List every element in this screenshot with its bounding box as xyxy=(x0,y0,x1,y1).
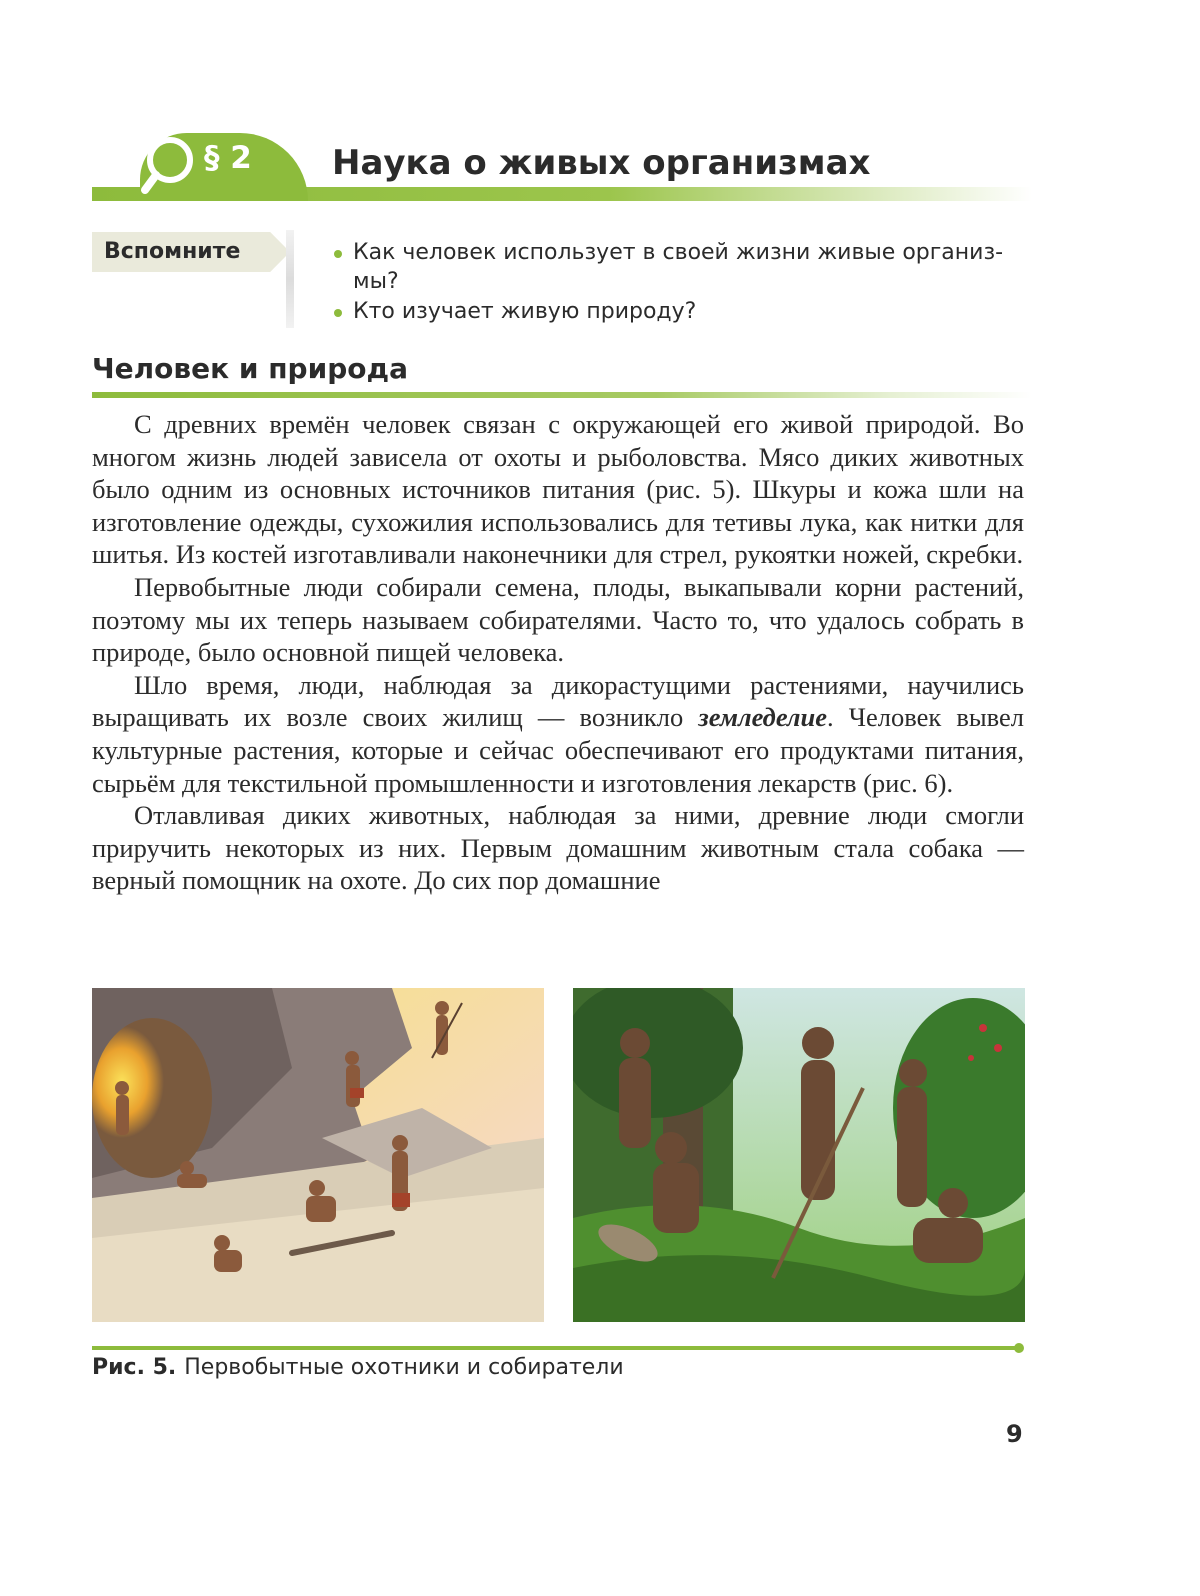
figure-caption xyxy=(92,1355,624,1380)
key-term: земледелие xyxy=(698,702,828,733)
paragraph-text: . Человек вывел культурные растения, которые и сейчас обеспечивают его продуктами питания, сырьём для текстильной промышленности и изготовления лекарств (рис. 6). xyxy=(92,702,1024,798)
paragraph-text: Шло время, люди, наблюдая за дикорастущими растениями, научились выращивать их возле своих жилищ — возникло xyxy=(92,669,1024,733)
recall-divider xyxy=(286,230,294,328)
recall-list xyxy=(334,238,1034,327)
paragraph: С древних времён человек связан с окружающей его живой природой. Во многом жизнь людей зависела от охоты и рыболовства. Мясо диких животных было одним из основных источников питания (рис. 5). Шкуры и кожа шли на изготовление одежды, сухожилия использовались для тетивы лука, как нитки для шитья. Из костей изготавливали наконечники для стрел, рукоятки ножей, скребки. xyxy=(92,409,1024,570)
paragraph: Отлавливая диких животных, наблюдая за ними, древние люди смогли приручить некоторых из них. Первым домашним животным стала собака — верный помощник на охоте. До сих пор домашние xyxy=(92,800,1024,896)
figure-caption-text: Первобытные охотники и собиратели xyxy=(184,1355,624,1380)
subsection-title: Человек и природа xyxy=(92,352,408,385)
paragraph xyxy=(92,669,1024,799)
illustration-forest-gatherers xyxy=(573,988,1025,1322)
caption-divider xyxy=(92,1346,1018,1350)
recall-label: Вспомните xyxy=(104,239,241,264)
figure-label: Рис. 5. xyxy=(92,1355,177,1380)
page-number: 9 xyxy=(1006,1420,1023,1448)
subsection-underline xyxy=(92,392,1032,398)
illustration-cave-hunters xyxy=(92,988,544,1322)
recall-question: Кто изучает живую природу? xyxy=(334,297,1034,326)
caption-divider-dot xyxy=(1014,1343,1024,1353)
page-title: Наука о живых организмах xyxy=(332,143,871,183)
magnifier-icon xyxy=(140,134,196,198)
paragraph: Первобытные люди собирали семена, плоды, выкапывали корни растений, поэтому мы их теперь называем собирателями. Часто то, что удалось собрать в природе, было основной пищей человека. xyxy=(92,571,1024,668)
body-text xyxy=(92,408,1024,897)
recall-question: Как человек использует в своей жизни живые организ-мы? xyxy=(334,238,1034,296)
section-number: § 2 xyxy=(204,140,252,176)
